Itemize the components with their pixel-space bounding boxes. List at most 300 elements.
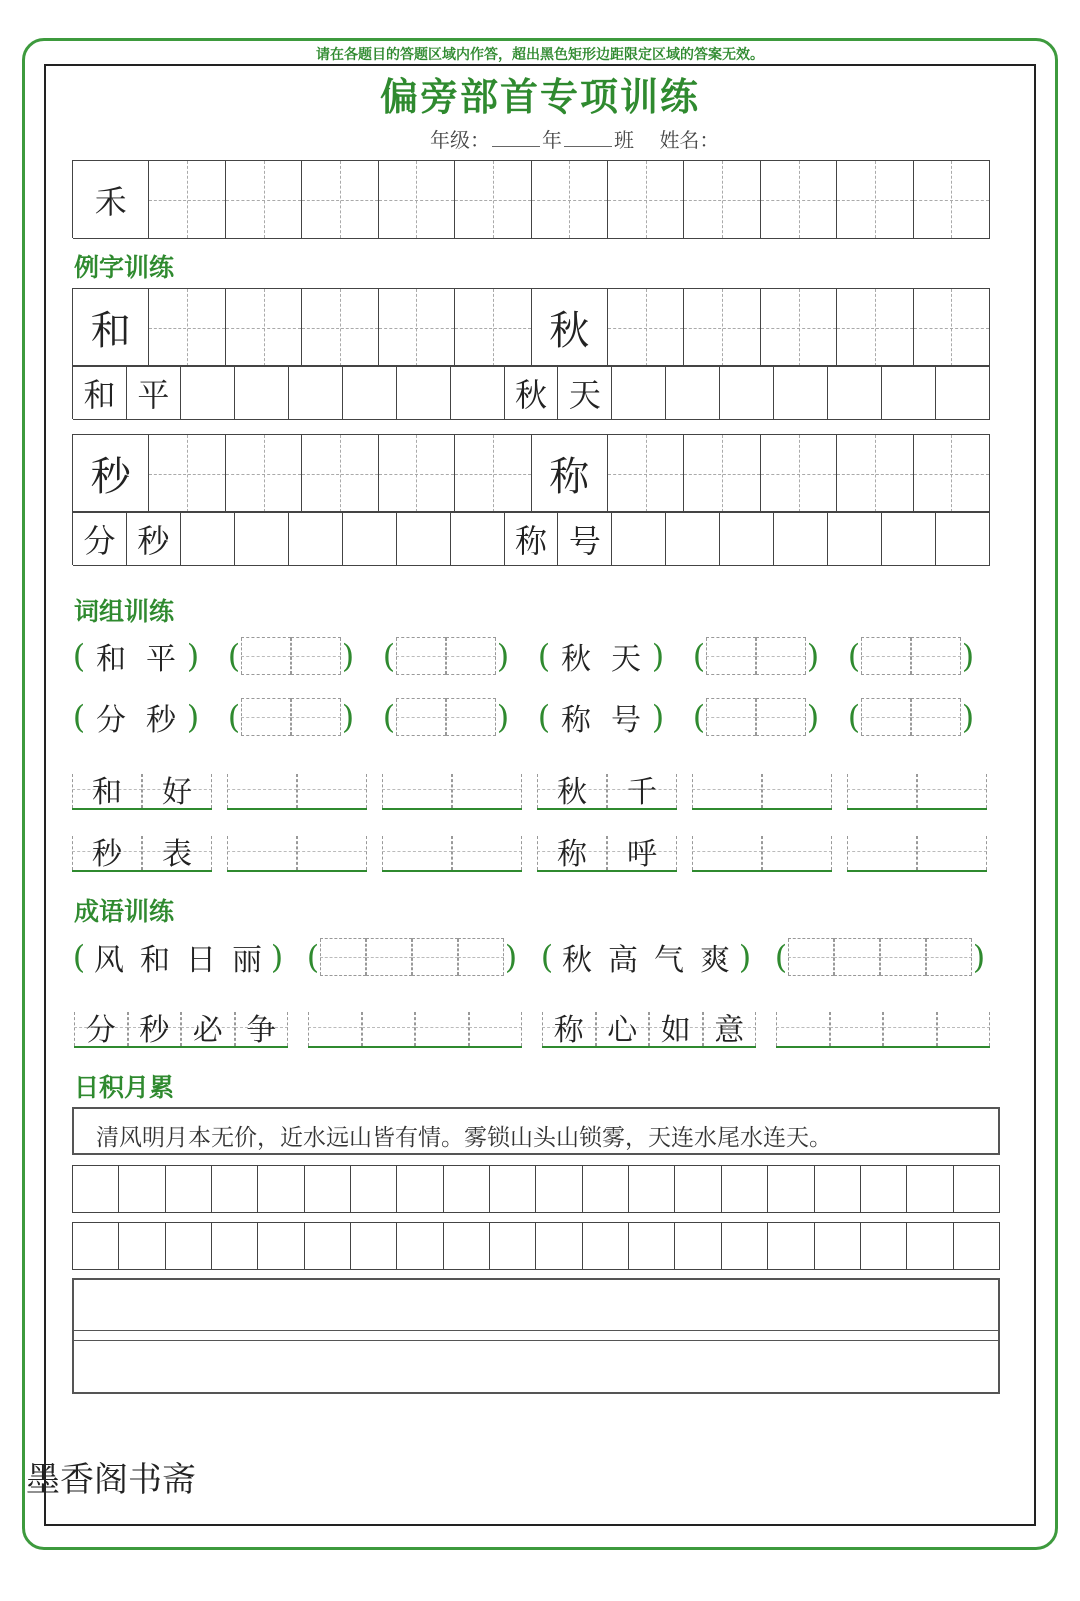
idiom-underline-box[interactable] [776, 1008, 830, 1046]
grid-cell[interactable] [914, 161, 990, 239]
copy-cell[interactable] [351, 1223, 397, 1269]
underline-char-box[interactable] [297, 832, 367, 870]
grid-char: 秒 [90, 454, 131, 500]
paren-char-box: 号 [611, 703, 641, 738]
paren-char-box[interactable] [756, 698, 806, 736]
idiom-underline-box[interactable] [469, 1008, 523, 1046]
underline-char-box [72, 770, 142, 808]
grid-cell[interactable] [837, 289, 913, 367]
copy-cell[interactable] [119, 1166, 165, 1212]
dash-guide [382, 789, 452, 790]
underline-char-box[interactable] [847, 832, 917, 870]
underline-word-group[interactable] [72, 826, 212, 872]
grid-char: 号 [568, 521, 601, 560]
dash-guide [291, 656, 341, 657]
copy-cell[interactable] [119, 1223, 165, 1269]
grid-cell[interactable] [127, 512, 181, 566]
copy-cell[interactable] [305, 1166, 351, 1212]
open-paren: ( [847, 698, 861, 736]
close-paren: ) [961, 637, 975, 675]
idiom-underline-box [235, 1008, 289, 1046]
paren-word-group[interactable] [72, 634, 200, 678]
idiom-char-box[interactable] [320, 938, 366, 976]
paren-char-box[interactable] [861, 698, 911, 736]
copy-cell[interactable] [583, 1223, 629, 1269]
grid-cell[interactable] [828, 366, 882, 420]
dash-guide [412, 957, 458, 958]
idiom-char-box[interactable] [834, 938, 880, 976]
idiom-char-box[interactable] [788, 938, 834, 976]
grid-cell[interactable] [720, 512, 774, 566]
grid-cell[interactable] [149, 161, 225, 239]
underline-char-box[interactable] [227, 832, 297, 870]
dash-guide [366, 957, 412, 958]
paren-char-box[interactable] [291, 698, 341, 736]
dash-guide [692, 789, 762, 790]
idiom-char-box[interactable] [880, 938, 926, 976]
paren-char-box[interactable] [911, 637, 961, 675]
dash-guide [762, 789, 832, 790]
copy-cell[interactable] [861, 1223, 907, 1269]
grid-cell[interactable] [181, 512, 235, 566]
idiom-char-box[interactable] [412, 938, 458, 976]
underline-word-group[interactable] [227, 764, 367, 810]
example-grid-2 [72, 434, 990, 512]
grid-char: 称 [549, 454, 590, 500]
copy-cell[interactable] [629, 1223, 675, 1269]
grid-cell[interactable] [532, 289, 608, 367]
idiom-char-box: 日 [186, 943, 216, 978]
grid-cell[interactable] [451, 366, 505, 420]
underline-char-box[interactable] [452, 832, 522, 870]
paren-word-group[interactable] [847, 634, 975, 678]
grid-cell[interactable] [914, 435, 990, 513]
close-paren: ) [651, 637, 665, 675]
copy-cell[interactable] [73, 1223, 119, 1269]
grid-cell[interactable] [397, 512, 451, 566]
open-paren: ( [540, 938, 554, 976]
grid-cell[interactable] [226, 289, 302, 367]
close-paren: ) [341, 637, 355, 675]
section-accumulate: 日积月累 [74, 1073, 175, 1102]
idiom-underline-box[interactable] [883, 1008, 937, 1046]
underline-char-box [72, 832, 142, 870]
class-blank[interactable] [564, 128, 612, 147]
paren-char-box: 秒 [146, 703, 176, 738]
paren-char-box[interactable] [241, 698, 291, 736]
grid-cell[interactable] [720, 366, 774, 420]
grid-cell[interactable] [73, 366, 127, 420]
dash-guide [692, 851, 762, 852]
copy-cell[interactable] [397, 1166, 443, 1212]
underline-word-group[interactable] [692, 764, 832, 810]
dash-guide [297, 789, 367, 790]
writing-line [74, 1330, 998, 1331]
grid-cell[interactable] [914, 289, 990, 367]
dash-guide [847, 851, 917, 852]
copy-cell[interactable] [397, 1223, 443, 1269]
paren-char-box[interactable] [706, 698, 756, 736]
paren-char-box[interactable] [911, 698, 961, 736]
open-paren: ( [537, 698, 551, 736]
grid-cell[interactable] [532, 435, 608, 513]
idiom-char: 分 [85, 1013, 116, 1048]
idiom-char-box: 气 [654, 943, 684, 978]
copy-cell[interactable] [258, 1166, 304, 1212]
paren-word-group[interactable] [537, 634, 665, 678]
dash-guide [320, 957, 366, 958]
copy-cell[interactable] [629, 1166, 675, 1212]
underline-char-box[interactable] [917, 832, 987, 870]
idiom-char-box[interactable] [366, 938, 412, 976]
page-title: 偏旁部首专项训练 [379, 75, 700, 119]
close-paren: ) [496, 698, 510, 736]
copy-grid-row-1 [72, 1165, 1000, 1213]
dash-guide [227, 789, 297, 790]
grid-cell[interactable] [761, 289, 837, 367]
underline-char-box[interactable] [227, 770, 297, 808]
idiom-char-box[interactable] [926, 938, 972, 976]
grid-cell[interactable] [455, 161, 531, 239]
underline-char: 呼 [627, 837, 657, 872]
grid-cell[interactable] [774, 512, 828, 566]
grid-cell[interactable] [505, 512, 559, 566]
grid-cell[interactable] [149, 289, 225, 367]
copy-cell[interactable] [675, 1223, 721, 1269]
grid-cell[interactable] [882, 512, 936, 566]
close-paren: ) [651, 698, 665, 736]
paren-char-box[interactable] [241, 637, 291, 675]
idiom-underline-box [703, 1008, 757, 1046]
paren-char-box[interactable] [861, 637, 911, 675]
grid-cell[interactable] [397, 366, 451, 420]
grid-cell[interactable] [612, 366, 666, 420]
grid-cell[interactable] [73, 512, 127, 566]
idiom-paren-group[interactable] [540, 935, 752, 979]
grid-cell[interactable] [666, 366, 720, 420]
copy-cell[interactable] [212, 1166, 258, 1212]
copy-cell[interactable] [954, 1223, 999, 1269]
class-label: 班 [614, 128, 634, 152]
idiom-char-box: 风 [94, 943, 124, 978]
underline-word-group[interactable] [847, 764, 987, 810]
grid-cell[interactable] [235, 512, 289, 566]
grid-cell[interactable] [882, 366, 936, 420]
dash-guide [830, 1027, 884, 1028]
copy-cell[interactable] [73, 1166, 119, 1212]
copy-cell[interactable] [768, 1166, 814, 1212]
underline-char-box[interactable] [917, 770, 987, 808]
grid-cell[interactable] [73, 161, 149, 239]
idiom-underline-group[interactable] [74, 1002, 288, 1048]
underline-word-group[interactable] [227, 826, 367, 872]
grid-cell[interactable] [761, 435, 837, 513]
grid-cell[interactable] [73, 289, 149, 367]
paren-word-group[interactable] [382, 695, 510, 739]
copy-cell[interactable] [907, 1166, 953, 1212]
grid-char: 和 [90, 308, 131, 354]
grid-cell[interactable] [289, 512, 343, 566]
underline-word-group[interactable] [72, 764, 212, 810]
paren-char-box[interactable] [446, 698, 496, 736]
name-label: 姓名： [659, 128, 720, 152]
dash-guide [911, 717, 961, 718]
paren-word-group[interactable] [692, 634, 820, 678]
underline-char: 秋 [557, 775, 587, 810]
underline-char: 好 [162, 775, 192, 810]
section-idioms: 成语训练 [74, 897, 175, 926]
paren-char-box[interactable] [756, 637, 806, 675]
grid-cell[interactable] [181, 366, 235, 420]
copy-cell[interactable] [954, 1166, 999, 1212]
dash-guide [227, 851, 297, 852]
paren-char-box[interactable] [291, 637, 341, 675]
underline-char-box[interactable] [762, 770, 832, 808]
paren-char-box: 和 [96, 642, 126, 677]
paren-word-group[interactable] [382, 634, 510, 678]
grid-cell[interactable] [684, 289, 760, 367]
dash-guide [706, 717, 756, 718]
grid-cell[interactable] [302, 435, 378, 513]
idiom-underline-box [128, 1008, 182, 1046]
grid-char: 分 [83, 521, 116, 560]
grid-cell[interactable] [302, 289, 378, 367]
copy-cell[interactable] [815, 1166, 861, 1212]
dash-guide [308, 1027, 362, 1028]
copy-cell[interactable] [583, 1166, 629, 1212]
close-paren: ) [961, 698, 975, 736]
grid-cell[interactable] [612, 512, 666, 566]
grid-char: 和 [83, 375, 116, 414]
grid-cell[interactable] [343, 512, 397, 566]
paren-char-box: 平 [146, 642, 176, 677]
grid-char: 称 [514, 521, 547, 560]
idiom-char-box: 和 [140, 943, 170, 978]
underline-char: 和 [92, 775, 122, 810]
grid-char: 天 [568, 375, 601, 414]
idiom-paren-group[interactable] [72, 935, 284, 979]
grid-cell[interactable] [837, 435, 913, 513]
idiom-underline-box[interactable] [308, 1008, 362, 1046]
copy-cell[interactable] [444, 1223, 490, 1269]
copy-cell[interactable] [258, 1223, 304, 1269]
idiom-underline-box[interactable] [937, 1008, 991, 1046]
grid-cell[interactable] [761, 161, 837, 239]
underline-char-box[interactable] [692, 770, 762, 808]
copy-cell[interactable] [722, 1223, 768, 1269]
copy-cell[interactable] [536, 1223, 582, 1269]
idiom-underline-box [74, 1008, 128, 1046]
copy-cell[interactable] [722, 1166, 768, 1212]
idiom-char-box: 秋 [562, 943, 592, 978]
dash-guide [756, 717, 806, 718]
underline-char-box[interactable] [762, 832, 832, 870]
idiom-underline-box[interactable] [362, 1008, 416, 1046]
open-paren: ( [227, 698, 241, 736]
grid-cell[interactable] [608, 289, 684, 367]
idiom-char: 心 [607, 1013, 638, 1048]
grid-cell[interactable] [455, 435, 531, 513]
grid-cell[interactable] [558, 366, 612, 420]
dash-guide [241, 656, 291, 657]
grid-cell[interactable] [343, 366, 397, 420]
paren-word-group[interactable] [692, 695, 820, 739]
grid-cell[interactable] [379, 435, 455, 513]
grid-cell[interactable] [828, 512, 882, 566]
open-paren: ( [382, 698, 396, 736]
grid-cell[interactable] [774, 366, 828, 420]
grid-cell[interactable] [608, 435, 684, 513]
student-info [430, 124, 719, 153]
copy-cell[interactable] [861, 1166, 907, 1212]
copy-cell[interactable] [166, 1223, 212, 1269]
paren-char-box[interactable] [706, 637, 756, 675]
dash-guide [847, 789, 917, 790]
copy-cell[interactable] [351, 1166, 397, 1212]
grid-cell[interactable] [302, 161, 378, 239]
idiom-underline-group[interactable] [542, 1002, 756, 1048]
idiom-underline-box [542, 1008, 596, 1046]
open-paren: ( [72, 637, 86, 675]
paren-char-box[interactable] [446, 637, 496, 675]
grid-char: 秋 [549, 308, 590, 354]
grid-cell[interactable] [73, 435, 149, 513]
copy-cell[interactable] [490, 1166, 536, 1212]
underline-word-group[interactable] [382, 826, 522, 872]
open-paren: ( [306, 938, 320, 976]
quote-box: 清风明月本无价，近水远山皆有情。雾锁山头山锁雾，天连水尾水连天。 [72, 1107, 1000, 1155]
underline-word-group[interactable] [847, 826, 987, 872]
grid-cell[interactable] [226, 161, 302, 239]
dash-guide [396, 717, 446, 718]
idiom-char: 称 [553, 1013, 584, 1048]
dash-guide [241, 717, 291, 718]
grid-cell[interactable] [608, 161, 684, 239]
grade-blank[interactable] [492, 128, 540, 147]
dash-guide [452, 789, 522, 790]
underline-char-box[interactable] [382, 832, 452, 870]
idiom-paren-group[interactable] [306, 935, 518, 979]
copy-cell[interactable] [305, 1223, 351, 1269]
close-paren: ) [738, 938, 752, 976]
paren-char-box: 天 [611, 642, 641, 677]
grid-cell[interactable] [379, 161, 455, 239]
dash-guide [362, 1027, 416, 1028]
underline-char-box[interactable] [847, 770, 917, 808]
copy-cell[interactable] [444, 1166, 490, 1212]
dash-guide [776, 1027, 830, 1028]
dash-guide [756, 656, 806, 657]
idiom-underline-box [181, 1008, 235, 1046]
open-paren: ( [692, 698, 706, 736]
section-example: 例字训练 [74, 253, 175, 282]
idiom-char: 意 [714, 1013, 745, 1048]
grid-cell[interactable] [289, 366, 343, 420]
grid-cell[interactable] [684, 435, 760, 513]
copy-cell[interactable] [907, 1223, 953, 1269]
grid-cell[interactable] [455, 289, 531, 367]
underline-char-box[interactable] [382, 770, 452, 808]
paren-word-group[interactable] [227, 634, 355, 678]
underline-char-box [607, 770, 677, 808]
underline-word-group[interactable] [537, 826, 677, 872]
underline-char: 秒 [92, 837, 122, 872]
underline-word-group[interactable] [537, 764, 677, 810]
dash-guide [469, 1027, 523, 1028]
idiom-char: 争 [246, 1013, 277, 1048]
idiom-underline-box[interactable] [415, 1008, 469, 1046]
grid-cell[interactable] [558, 512, 612, 566]
paren-word-group[interactable] [72, 695, 200, 739]
underline-char: 表 [162, 837, 192, 872]
dash-guide [788, 957, 834, 958]
copy-cell[interactable] [490, 1223, 536, 1269]
dash-guide [446, 656, 496, 657]
close-paren: ) [972, 938, 986, 976]
grid-cell[interactable] [379, 289, 455, 367]
grid-cell[interactable] [226, 435, 302, 513]
underline-char-box[interactable] [297, 770, 367, 808]
dash-guide [446, 717, 496, 718]
copy-cell[interactable] [166, 1166, 212, 1212]
open-paren: ( [692, 637, 706, 675]
paren-word-group[interactable] [847, 695, 975, 739]
grid-cell[interactable] [837, 161, 913, 239]
idiom-underline-group[interactable] [308, 1002, 522, 1048]
grid-cell[interactable] [127, 366, 181, 420]
idiom-underline-box[interactable] [830, 1008, 884, 1046]
dash-guide [880, 957, 926, 958]
paren-char-box[interactable] [396, 637, 446, 675]
copy-cell[interactable] [768, 1223, 814, 1269]
grid-cell[interactable] [235, 366, 289, 420]
underline-char-box[interactable] [692, 832, 762, 870]
idiom-underline-group[interactable] [776, 1002, 990, 1048]
grid-cell[interactable] [149, 435, 225, 513]
grade-label: 年级： [430, 128, 490, 152]
idiom-underline-box [649, 1008, 703, 1046]
idiom-paren-group[interactable] [774, 935, 986, 979]
grid-cell[interactable] [532, 161, 608, 239]
grid-char: 秋 [514, 375, 547, 414]
copy-cell[interactable] [675, 1166, 721, 1212]
underline-char-box[interactable] [452, 770, 522, 808]
grid-cell[interactable] [666, 512, 720, 566]
idiom-char: 必 [192, 1013, 223, 1048]
paren-word-group[interactable] [227, 695, 355, 739]
idiom-char-box[interactable] [458, 938, 504, 976]
grid-cell[interactable] [936, 512, 990, 566]
close-paren: ) [504, 938, 518, 976]
dash-guide [861, 717, 911, 718]
copy-cell[interactable] [212, 1223, 258, 1269]
paren-char-box[interactable] [396, 698, 446, 736]
grid-cell[interactable] [451, 512, 505, 566]
dash-guide [382, 851, 452, 852]
grid-cell[interactable] [505, 366, 559, 420]
copy-cell[interactable] [536, 1166, 582, 1212]
paren-word-group[interactable] [537, 695, 665, 739]
example-grid-1 [72, 288, 990, 366]
copy-cell[interactable] [815, 1223, 861, 1269]
paren-char-box: 称 [561, 703, 591, 738]
grid-cell[interactable] [684, 161, 760, 239]
underline-word-group[interactable] [382, 764, 522, 810]
underline-word-group[interactable] [692, 826, 832, 872]
open-paren: ( [72, 698, 86, 736]
grid-cell[interactable] [936, 366, 990, 420]
underline-char: 称 [557, 837, 587, 872]
